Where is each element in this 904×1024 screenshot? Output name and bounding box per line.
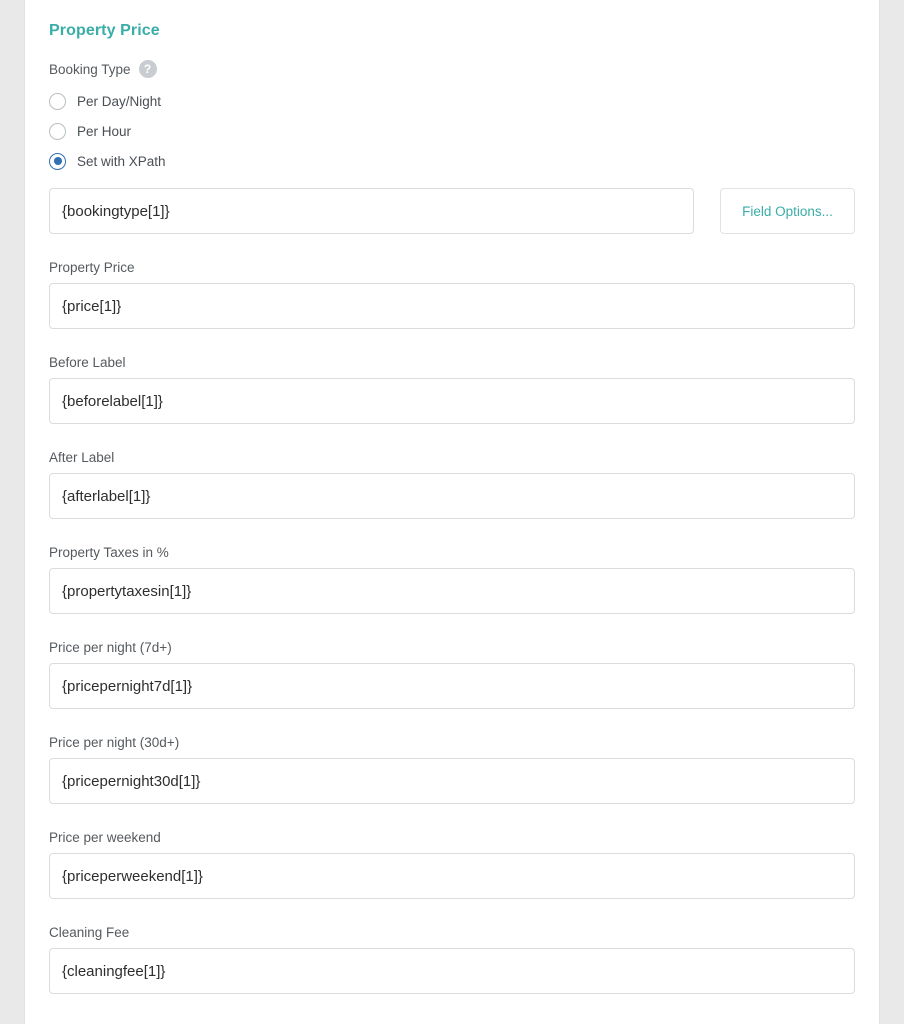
field-label: Price per night (30d+) [49,735,180,750]
property-taxes-input[interactable] [49,568,855,614]
property-price-panel [24,0,880,1024]
field-price-per-weekend [49,830,855,899]
field-label: Price per weekend [49,830,161,845]
radio-circle-selected-icon [49,153,66,170]
field-label: Price per night (7d+) [49,640,172,655]
radio-per-day-night[interactable] [49,86,855,116]
field-property-taxes [49,545,855,614]
booking-type-xpath-input[interactable] [49,188,694,234]
after-label-input[interactable] [49,473,855,519]
field-label: Property Taxes in % [49,545,169,560]
field-label: After Label [49,450,115,465]
cleaning-fee-input[interactable] [49,948,855,994]
radio-label: Per Day/Night [77,93,162,109]
radio-per-hour[interactable] [49,116,855,146]
booking-type-label: Booking Type [49,61,131,77]
before-label-input[interactable] [49,378,855,424]
field-options-button[interactable]: Field Options... [720,188,855,234]
field-label: Cleaning Fee [49,925,130,940]
xpath-row [49,188,855,234]
radio-circle-icon [49,123,66,140]
radio-label: Set with XPath [77,153,166,169]
field-after-label [49,450,855,519]
booking-type-radio-group [49,86,855,176]
booking-type-row [49,60,855,78]
field-price-per-night-7d [49,640,855,709]
radio-circle-icon [49,93,66,110]
price-per-weekend-input[interactable] [49,853,855,899]
price-per-night-7d-input[interactable] [49,663,855,709]
radio-set-with-xpath[interactable] [49,146,855,176]
question-mark-icon[interactable]: ? [139,60,157,78]
field-label: Property Price [49,260,135,275]
field-price-per-night-30d [49,735,855,804]
field-before-label [49,355,855,424]
field-cleaning-fee [49,925,855,994]
property-price-input[interactable] [49,283,855,329]
page-title: Property Price [49,22,160,39]
field-label: Before Label [49,355,126,370]
price-per-night-30d-input[interactable] [49,758,855,804]
field-property-price [49,260,855,329]
radio-label: Per Hour [77,123,132,139]
xpath-input-wrapper [49,188,694,234]
